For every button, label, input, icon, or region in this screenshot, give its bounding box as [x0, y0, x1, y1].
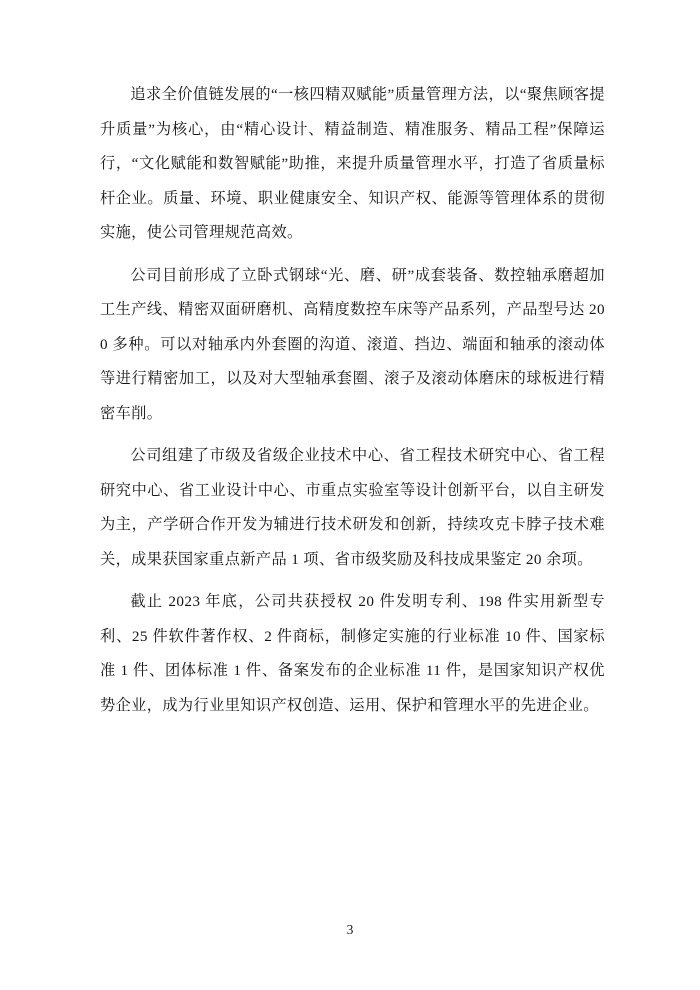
paragraph: 截止 2023 年底，公司共获授权 20 件发明专利、198 件实用新型专利、25 件软件著作权、2 件商标，制修定实施的行业标准 10 件、国家标准 1 件、团体标准 1 件、备案发布的企业标准 11 件，是国家知识产权优势企业，成为行业里知识产权创造、运用、保护和管理水平的先进企业。 — [100, 593, 605, 714]
paragraph: 公司组建了市级及省级企业技术中心、省工程技术研究中心、省工程研究中心、省工业设计中心、市重点实验室等设计创新平台，以自主研发为主，产学研合作开发为辅进行技术研发和创新，持续攻克卡脖子技术难关，成果获国家重点新产品 1 项、省市级奖励及科技成果鉴定 20 余项。 — [100, 447, 605, 568]
page-number: 3 — [346, 922, 354, 937]
document-body — [100, 78, 605, 723]
paragraph: 追求全价值链发展的“一核四精双赋能”质量管理方法，以“聚焦顾客提升质量”为核心，由“精心设计、精益制造、精准服务、精品工程”保障运行，“文化赋能和数智赋能”助推，来提升质量管理水平，打造了省质量标杆企业。质量、环境、职业健康安全、知识产权、能源等管理体系的贯彻实施，使公司管理规范高效。 — [100, 86, 605, 241]
paragraph: 公司目前形成了立卧式钢球“光、磨、研”成套装备、数控轴承磨超加工生产线、精密双面研磨机、高精度数控车床等产品系列，产品型号达 200 多种。可以对轴承内外套圈的沟道、滚道、挡边、端面和轴承的滚动体等进行精密加工，以及对大型轴承套圈、滚子及滚动体磨床的球板进行精密车削。 — [100, 266, 605, 422]
